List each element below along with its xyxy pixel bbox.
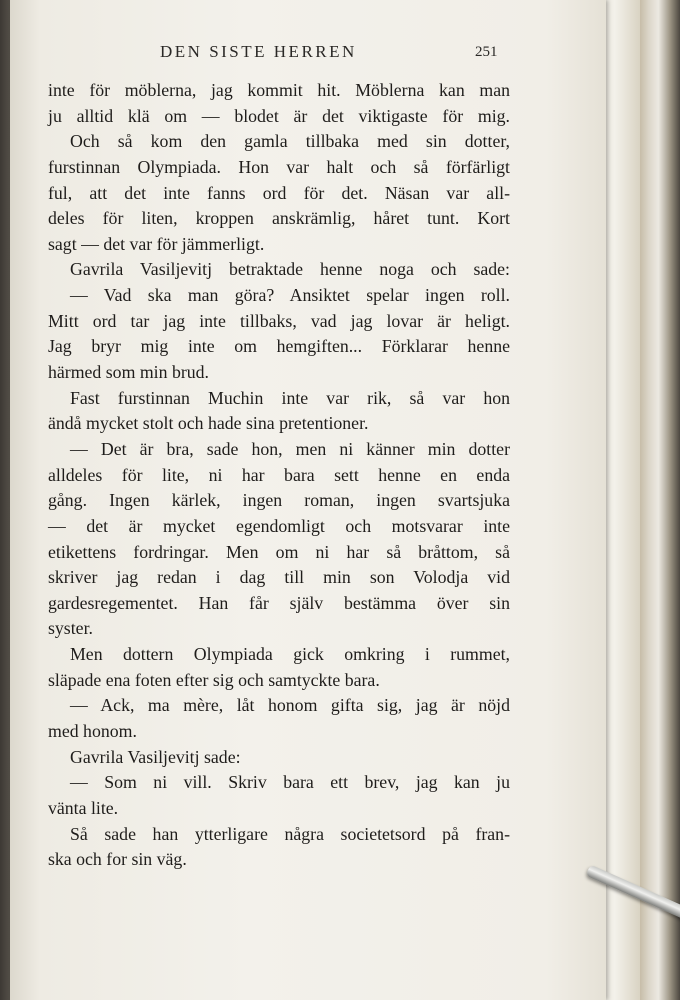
text-line: gång. Ingen kärlek, ingen roman, ingen svartsjuka	[48, 490, 510, 511]
text-line: med honom.	[48, 721, 137, 742]
text-line: släpade ena foten efter sig och samtyckte bara.	[48, 669, 380, 690]
text-line: syster.	[48, 618, 93, 639]
page-header	[10, 40, 606, 66]
text-line: Och så kom den gamla tillbaka med sin dotter,	[70, 131, 510, 152]
text-line: etikettens fordringar. Men om ni har så bråttom, så	[48, 541, 510, 562]
text-line: Gavrila Vasiljevitj sade:	[70, 746, 241, 767]
text-line: — Ack, ma mère, låt honom gifta sig, jag är nöjd	[70, 695, 510, 716]
text-line: Men dottern Olympiada gick omkring i rummet,	[70, 644, 510, 665]
text-line: sagt — det var för jämmerligt.	[48, 233, 265, 254]
text-line: Jag bryr mig inte om hemgiften... Förklarar henne	[48, 336, 510, 357]
text-line: härmed som min brud.	[48, 362, 209, 383]
text-line: ska och for sin väg.	[48, 849, 187, 870]
text-line: gardesregementet. Han får själv bestämma över sin	[48, 592, 510, 613]
book-page	[10, 0, 606, 1000]
text-line: Fast furstinnan Muchin inte var rik, så var hon	[70, 387, 510, 408]
text-line: vänta lite.	[48, 797, 119, 818]
text-line: skriver jag redan i dag till min son Volodja vid	[48, 567, 510, 588]
body-text	[48, 78, 510, 873]
running-title: DEN SISTE HERREN	[160, 42, 357, 61]
text-line: furstinnan Olympiada. Hon var halt och så förfärligt	[48, 156, 510, 177]
text-line: Gavrila Vasiljevitj betraktade henne noga och sade:	[70, 259, 510, 280]
text-line: inte för möblerna, jag kommit hit. Möblerna kan man	[48, 80, 510, 100]
text-line: ful, att det inte fanns ord för det. Näsan var all-	[48, 182, 510, 203]
text-line: Så sade han ytterligare några societetsord på fran-	[70, 823, 510, 844]
text-line: ju alltid klä om — blodet är det viktigaste för mig.	[48, 105, 510, 126]
text-line: deles för liten, kroppen anskrämlig, håret tunt. Kort	[48, 208, 510, 229]
text-line: — Som ni vill. Skriv bara ett brev, jag kan ju	[70, 772, 510, 793]
text-line: — Vad ska man göra? Ansiktet spelar ingen roll.	[70, 285, 510, 306]
text-line: alldeles för lite, ni har bara sett henne en enda	[48, 464, 510, 485]
text-line: Mitt ord tar jag inte tillbaks, vad jag lovar är heligt.	[48, 310, 510, 331]
page-number: 251	[475, 44, 498, 60]
text-line: — Det är bra, sade hon, men ni känner min dotter	[70, 438, 510, 459]
text-line: ändå mycket stolt och hade sina pretentioner.	[48, 413, 369, 434]
text-line: — det är mycket egendomligt och motsvarar inte	[48, 515, 510, 536]
